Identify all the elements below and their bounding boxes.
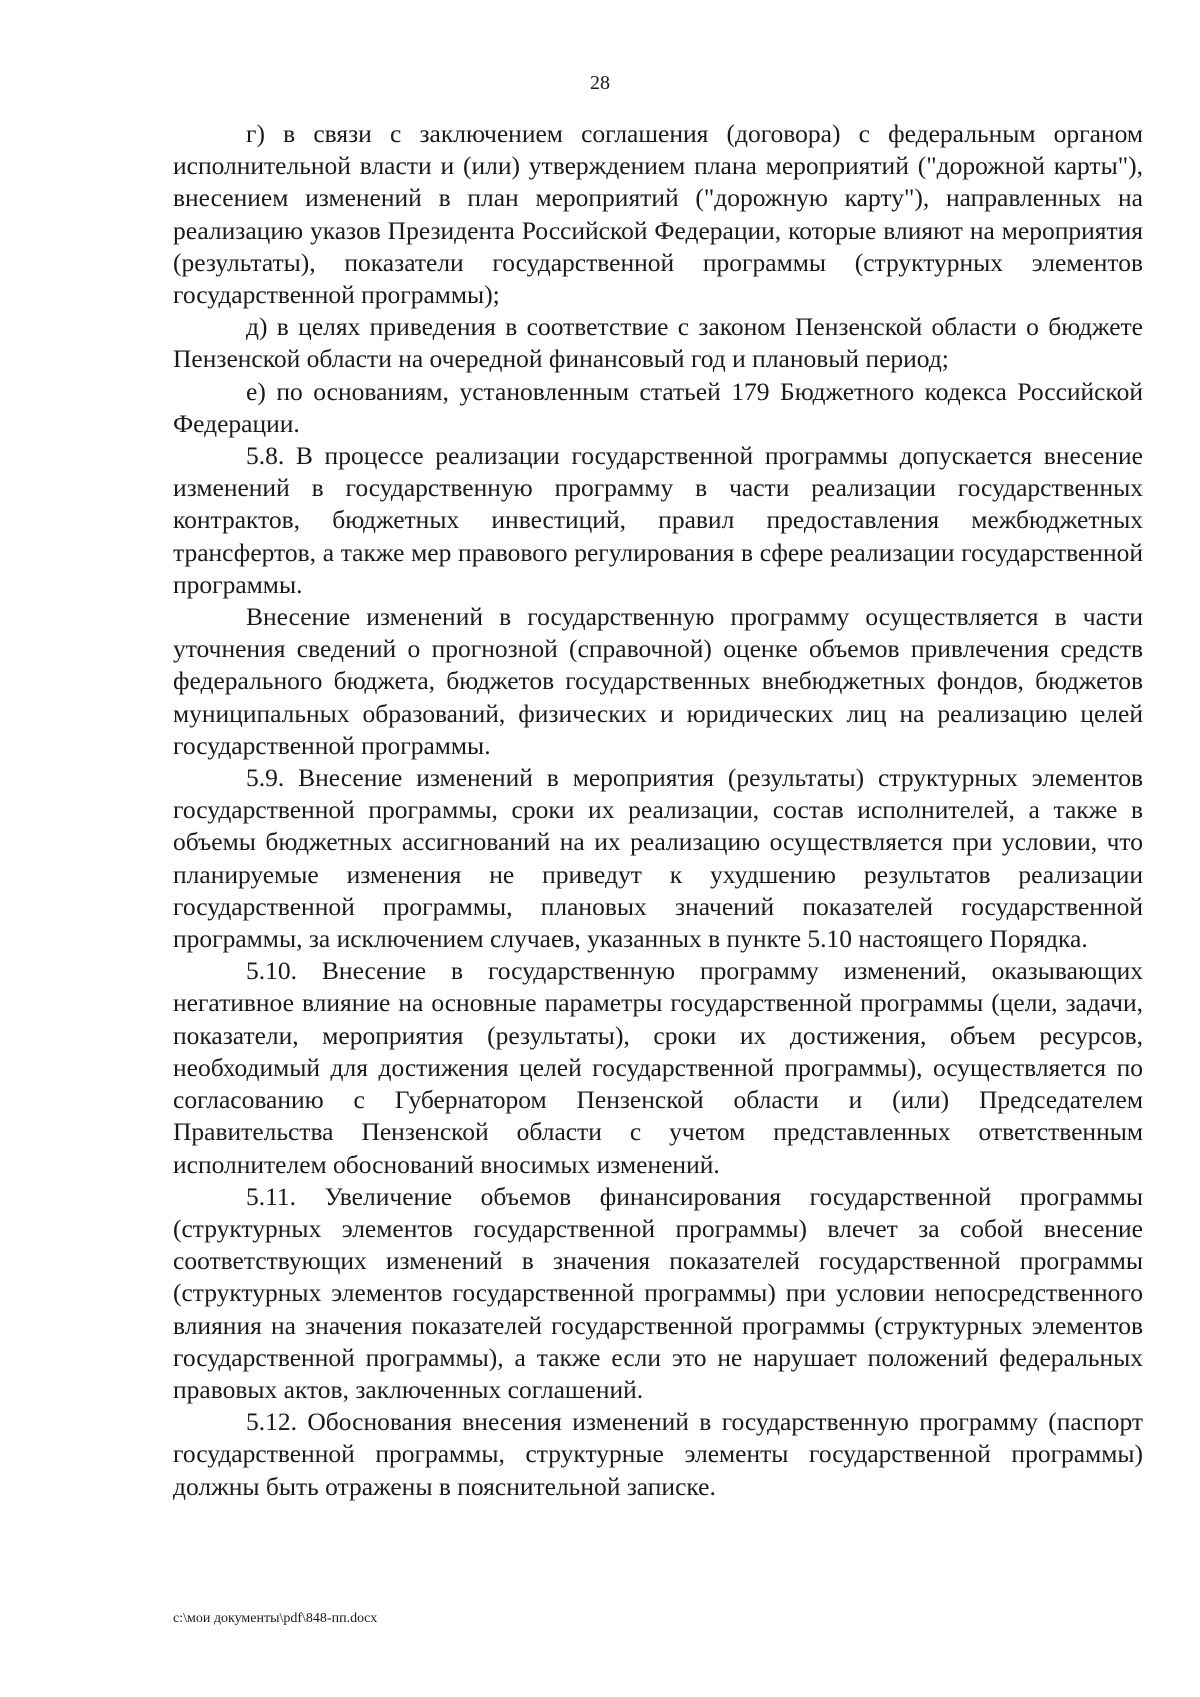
paragraph-5-9: 5.9. Внесение изменений в мероприятия (результаты) структурных элементов государственной программы, сроки их реализации, состав исполнителей, а также в объемы бюджетных ассигнований на их реализацию осуществляется при условии, что планируемые изменения не приведут к ухудшению результатов реализации государственной программы, плановых значений показателей государственной программы, за исключением случаев, указанных в пункте 5.10 настоящего Порядка.: [173, 763, 1143, 954]
paragraph-5-8-continued: Внесение изменений в государственную программу осуществляется в части уточнения сведений о прогнозной (справочной) оценке объемов привлечения средств федерального бюджета, бюджетов государственных внебюджетных фондов, бюджетов муниципальных образований, физических и юридических лиц на реализацию целей государственной программы.: [173, 602, 1143, 760]
page-number: 28: [590, 72, 610, 94]
paragraph-5-11: 5.11. Увеличение объемов финансирования государственной программы (структурных элементов государственной программы) влечет за собой внесение соответствующих изменений в значения показателей государственной программы (структурных элементов государственной программы) при условии непосредственного влияния на значения показателей государственной программы (структурных элементов государственной программы), а также если это не нарушает положений федеральных правовых актов, заключенных соглашений.: [173, 1181, 1143, 1404]
paragraph-d: д) в целях приведения в соответствие с законом Пензенской области о бюджете Пензенской области на очередной финансовый год и плановый период;: [173, 312, 1143, 374]
document-body: [173, 118, 1143, 1503]
paragraph-g: г) в связи с заключением соглашения (договора) с федеральным органом исполнительной власти и (или) утверждением плана мероприятий ("дорожной карты"), внесением изменений в план мероприятий ("дорожную карту"), направленных на реализацию указов Президента Российской Федерации, которые влияют на мероприятия (результаты), показатели государственной программы (структурных элементов государственной программы);: [173, 119, 1143, 310]
paragraph-5-12: 5.12. Обоснования внесения изменений в государственную программу (паспорт государственной программы, структурные элементы государственной программы) должны быть отражены в пояснительной записке.: [173, 1407, 1143, 1501]
paragraph-5-10: 5.10. Внесение в государственную программу изменений, оказывающих негативное влияние на основные параметры государственной программы (цели, задачи, показатели, мероприятия (результаты), сроки их достижения, объем ресурсов, необходимый для достижения целей государственной программы), осуществляется по согласованию с Губернатором Пензенской области и (или) Председателем Правительства Пензенской области с учетом представленных ответственным исполнителем обоснований вносимых изменений.: [173, 956, 1143, 1179]
footer-file-path: c:\мои документы\pdf\848-пп.docx: [173, 1611, 378, 1626]
paragraph-e: е) по основаниям, установленным статьей 179 Бюджетного кодекса Российской Федерации.: [173, 376, 1143, 438]
paragraph-5-8: 5.8. В процессе реализации государственной программы допускается внесение изменений в государственную программу в части реализации государственных контрактов, бюджетных инвестиций, правил предоставления межбюджетных трансфертов, а также мер правового регулирования в сфере реализации государственной программы.: [173, 441, 1143, 599]
